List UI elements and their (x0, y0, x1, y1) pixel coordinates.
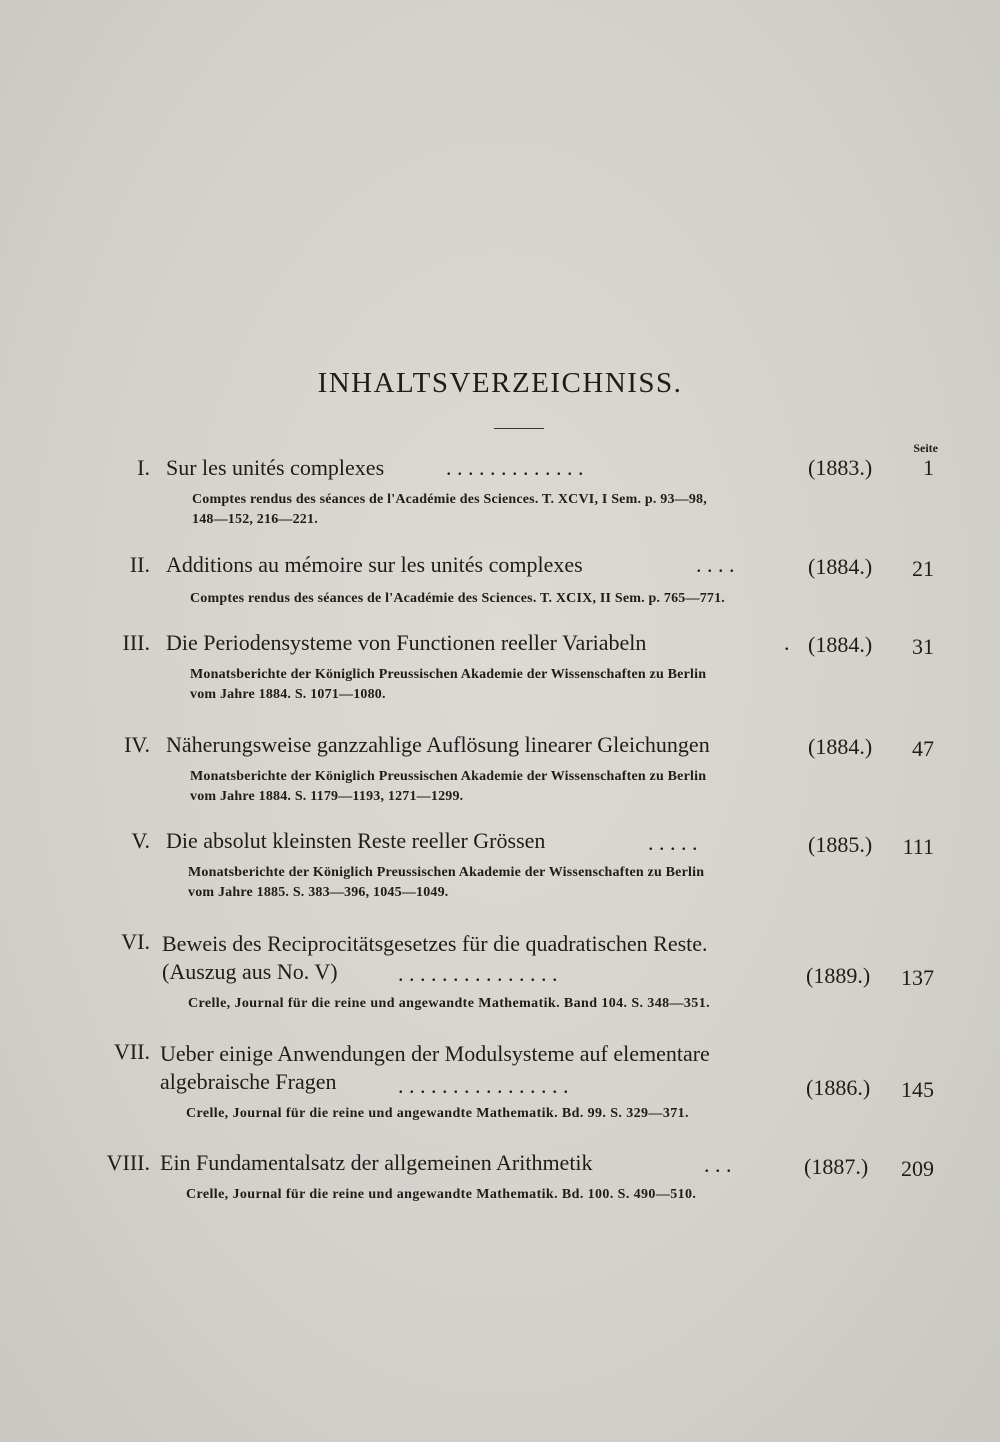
entry-title: Die Periodensysteme von Functionen reeller Variabeln (166, 630, 647, 655)
entry-page-number: 145 (901, 1077, 934, 1102)
entry-leader-dots: . . . . . . . . . . . . . (446, 455, 584, 480)
entry-source-continued: vom Jahre 1884. S. 1179—1193, 1271—1299. (190, 789, 464, 804)
entry-title-continued: (Auszug aus No. V) (162, 959, 338, 984)
entry-source: Comptes rendus des séances de l'Académie des Sciences. T. XCVI, I Sem. p. 93—98, (192, 492, 707, 507)
entry-year: (1887.) (804, 1154, 869, 1179)
entry-title-continued: algebraische Fragen (160, 1069, 337, 1094)
entry-source: Comptes rendus des séances de l'Académie des Sciences. T. XCIX, II Sem. p. 765—771. (190, 591, 725, 606)
page-title: INHALTSVERZEICHNISS. (317, 367, 683, 399)
entry-leader-dots: . . . . . . . . . . . . . . . . (398, 1073, 569, 1098)
entry-page-number: 111 (902, 834, 934, 859)
entry-title: Ein Fundamentalsatz der allgemeinen Arithmetik (160, 1150, 593, 1175)
entry-title: Sur les unités complexes (166, 455, 385, 480)
entry-number: II. (129, 552, 150, 577)
entry-year: (1885.) (808, 832, 873, 857)
entry-title: Ueber einige Anwendungen der Modulsysteme auf elementare (160, 1041, 710, 1066)
entry-page-number: 47 (912, 736, 934, 761)
entry-number: VI. (121, 929, 150, 954)
entry-leader-dots: . . . . (696, 552, 735, 577)
entry-number: V. (131, 828, 150, 853)
entry-leader-dots: . (784, 630, 790, 655)
entry-title: Die absolut kleinsten Reste reeller Grössen (166, 828, 546, 853)
entry-number: VIII. (106, 1150, 150, 1175)
title-rule (494, 428, 544, 429)
entry-year: (1884.) (808, 734, 873, 759)
entry-year: (1884.) (808, 554, 873, 579)
entry-page-number: 21 (912, 556, 934, 581)
entry-page-number: 137 (901, 965, 934, 990)
entry-leader-dots: . . . . . . . . . . . . . . . (398, 961, 558, 986)
entry-year: (1884.) (808, 632, 873, 657)
entry-page-number: 209 (901, 1156, 934, 1181)
entry-year: (1889.) (806, 963, 871, 988)
entry-source-continued: vom Jahre 1885. S. 383—396, 1045—1049. (188, 885, 449, 900)
entry-number: III. (122, 630, 150, 655)
entry-year: (1886.) (806, 1075, 871, 1100)
entry-source: Crelle, Journal für die reine und angewandte Mathematik. Bd. 99. S. 329—371. (186, 1106, 689, 1121)
entry-title: Beweis des Reciprocitätsgesetzes für die quadratischen Reste. (162, 931, 708, 956)
entry-source-continued: vom Jahre 1884. S. 1071—1080. (190, 687, 386, 702)
entry-source: Monatsberichte der Königlich Preussischen Akademie der Wissenschaften zu Berlin (188, 865, 705, 880)
entry-page-number: 1 (923, 455, 934, 480)
entry-leader-dots: . . . . . (648, 830, 698, 855)
entry-source: Crelle, Journal für die reine und angewandte Mathematik. Band 104. S. 348—351. (188, 996, 711, 1011)
entry-source: Crelle, Journal für die reine und angewandte Mathematik. Bd. 100. S. 490—510. (186, 1187, 697, 1202)
entry-number: I. (137, 455, 150, 480)
entry-title: Additions au mémoire sur les unités complexes (166, 552, 583, 577)
entry-year: (1883.) (808, 455, 873, 480)
seite-label: Seite (913, 441, 938, 455)
entry-page-number: 31 (912, 634, 934, 659)
entry-title: Näherungsweise ganzzahlige Auflösung linearer Gleichungen (166, 732, 710, 757)
entry-source: Monatsberichte der Königlich Preussischen Akademie der Wissenschaften zu Berlin (190, 667, 707, 682)
entry-source-continued: 148—152, 216—221. (192, 512, 318, 527)
entry-leader-dots: . . . (704, 1152, 732, 1177)
entry-number: IV. (124, 732, 150, 757)
entry-number: VII. (113, 1039, 150, 1064)
entry-source: Monatsberichte der Königlich Preussischen Akademie der Wissenschaften zu Berlin (190, 769, 707, 784)
